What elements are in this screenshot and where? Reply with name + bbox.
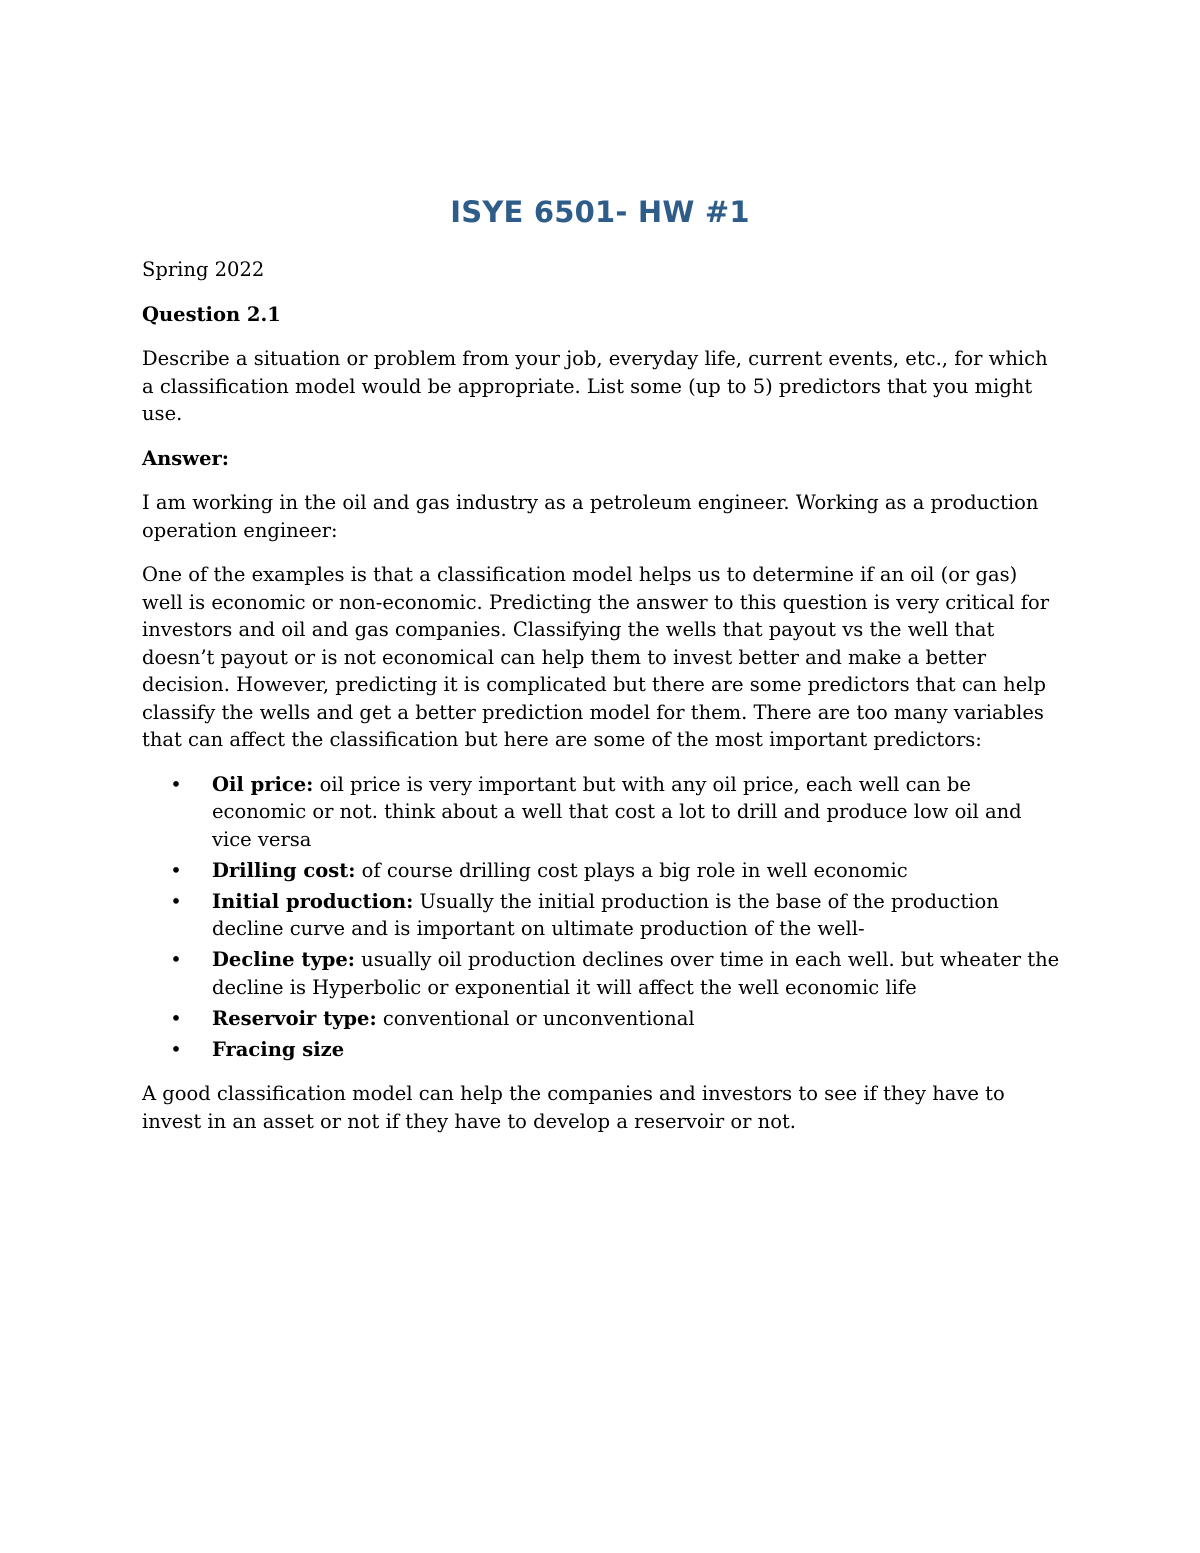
predictor-text: conventional or unconventional xyxy=(376,1006,695,1030)
predictor-text: of course drilling cost plays a big role in well economic xyxy=(355,858,908,882)
predictor-label: Oil price: xyxy=(212,772,314,796)
list-item xyxy=(142,888,1062,943)
predictor-label: Fracing size xyxy=(212,1037,345,1061)
bullet-icon: • xyxy=(170,948,182,971)
bullet-icon: • xyxy=(170,1006,182,1030)
page-title: ISYE 6501- HW #1 xyxy=(450,195,750,229)
document-body xyxy=(142,256,1062,1152)
predictor-label: Reservoir type: xyxy=(212,1006,377,1030)
example-paragraph: One of the examples is that a classification model helps us to determine if an oil (or gas) well is economic or non-economic. Predicting the answer to this question is very critical for investors and oil and gas companies. Classifying the wells that payout vs the well that doesn’t payout or is not economical can help them to invest better and make a better decision. However, predicting it is complicated but there are some predictors that can help classify the wells and get a better prediction model for them. There are too many variables that can affect the classification but here are some of the most important predictors: xyxy=(142,563,1050,751)
list-item xyxy=(142,771,1062,854)
bullet-icon: • xyxy=(170,858,182,882)
list-item xyxy=(142,946,1062,1001)
predictor-label: Decline type: xyxy=(212,948,355,971)
list-item xyxy=(142,1005,1062,1033)
predictor-text: oil price is very important but with any oil price, each well can be economic or not. think about a well that cost a lot to drill and produce low oil and vice versa xyxy=(212,772,1022,851)
question-text: Describe a situation or problem from your job, everyday life, current events, etc., for which a classification model would be appropriate. List some (up to 5) predictors that you might use. xyxy=(142,347,1048,425)
conclusion-paragraph: A good classification model can help the companies and investors to see if they have to invest in an asset or not if they have to develop a reservoir or not. xyxy=(142,1082,1005,1133)
term-label: Spring 2022 xyxy=(142,258,265,281)
predictor-text: usually oil production declines over time in each well. but wheater the decline is Hyperbolic or exponential it will affect the well economic life xyxy=(212,948,1060,999)
predictor-text: Usually the initial production is the base of the production decline curve and is important on ultimate production of the well- xyxy=(212,889,999,940)
intro-paragraph: I am working in the oil and gas industry as a petroleum engineer. Working as a production operation engineer: xyxy=(142,491,1039,542)
predictor-list xyxy=(142,771,1062,1064)
list-item xyxy=(142,1036,1062,1064)
list-item xyxy=(142,857,1062,885)
bullet-icon: • xyxy=(170,1037,182,1061)
answer-heading: Answer: xyxy=(142,446,229,470)
question-heading: Question 2.1 xyxy=(142,302,281,326)
bullet-icon: • xyxy=(170,889,182,913)
bullet-icon: • xyxy=(170,772,182,796)
predictor-label: Drilling cost: xyxy=(212,858,356,882)
predictor-label: Initial production: xyxy=(212,889,414,913)
